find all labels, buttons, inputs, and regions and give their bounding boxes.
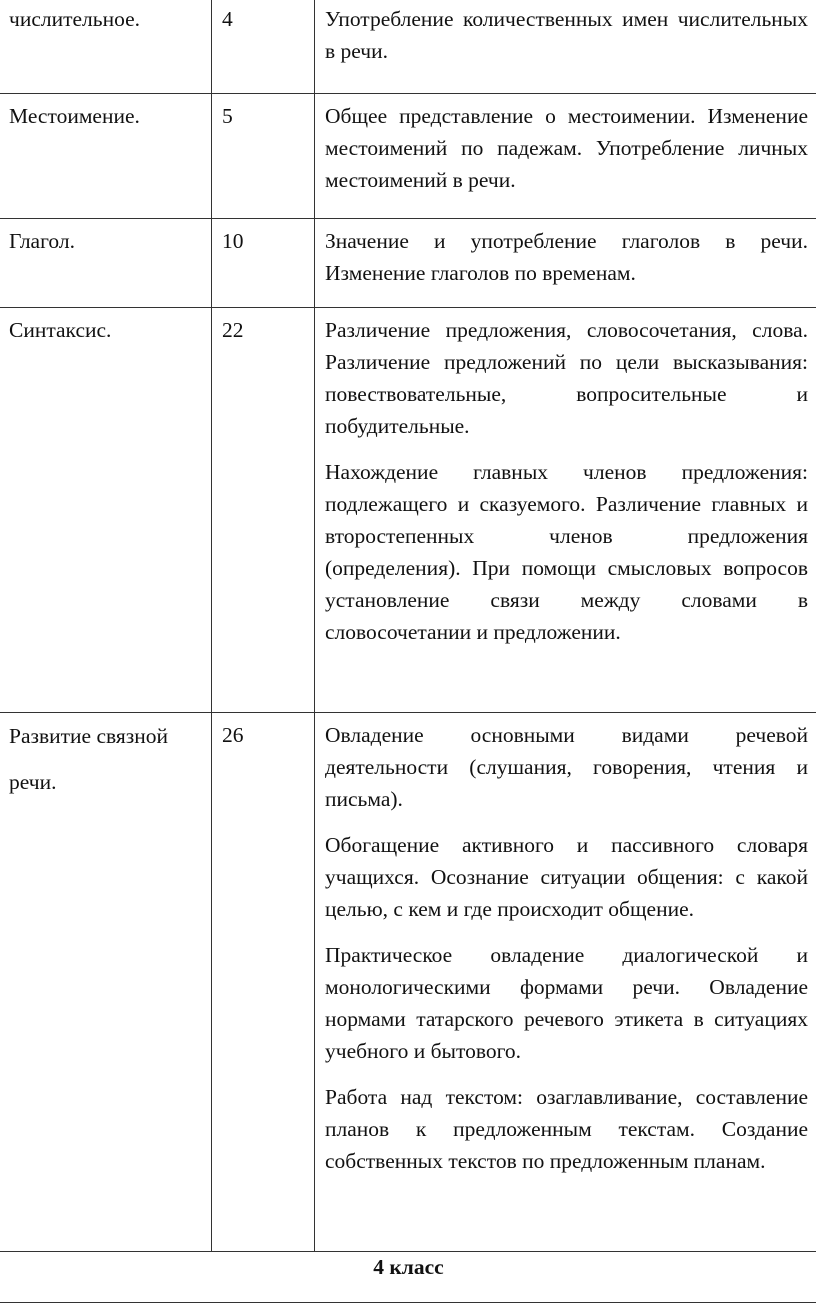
table-row (0, 1252, 816, 1303)
hours-cell: 4 (212, 0, 315, 94)
content-cell (315, 94, 816, 219)
content-cell (315, 713, 816, 1252)
content-cell (315, 219, 816, 308)
topic-cell: Местоимение. (0, 94, 212, 219)
table-row (0, 219, 816, 308)
content-paragraph: Овладение основными видами речевой деятельности (слушания, говорения, чтения и письма). (325, 719, 808, 815)
topic-cell: числительное. (0, 0, 212, 94)
topic-cell: Глагол. (0, 219, 212, 308)
hours-cell: 10 (212, 219, 315, 308)
topic-cell: Развитие связной речи. (0, 713, 212, 1252)
content-cell (315, 308, 816, 713)
content-paragraph: Работа над текстом: озаглавливание, составление планов к предложенным текстам. Создание собственных текстов по предложенным планам. (325, 1081, 808, 1177)
content-cell (315, 0, 816, 94)
content-paragraph: Различение предложения, словосочетания, слова. Различение предложений по цели высказывания: повествовательные, вопросительные и побудительные. (325, 314, 808, 442)
table-row (0, 308, 816, 713)
hours-cell: 26 (212, 713, 315, 1252)
content-paragraph: Практическое овладение диалогической и монологическими формами речи. Овладение нормами татарского речевого этикета в ситуациях учебного и бытового. (325, 939, 808, 1067)
content-paragraph: Значение и употребление глаголов в речи. Изменение глаголов по временам. (325, 225, 808, 289)
topic-cell: Синтаксис. (0, 308, 212, 713)
table-row (0, 94, 816, 219)
content-paragraph: Общее представление о местоимении. Изменение местоимений по падежам. Употребление личных местоимений в речи. (325, 100, 808, 196)
table-row (0, 713, 816, 1252)
table-row (0, 0, 816, 94)
content-paragraph: Употребление количественных имен числительных в речи. (325, 3, 808, 67)
content-paragraph: Нахождение главных членов предложения: подлежащего и сказуемого. Различение главных и второстепенных членов предложения (определения). При помощи смысловых вопросов установление связи между словами в словосочетании и предложении. (325, 456, 808, 648)
hours-cell: 22 (212, 308, 315, 713)
hours-cell: 5 (212, 94, 315, 219)
grade-heading: 4 класс (0, 1252, 816, 1303)
content-paragraph: Обогащение активного и пассивного словаря учащихся. Осознание ситуации общения: с какой целью, с кем и где происходит общение. (325, 829, 808, 925)
